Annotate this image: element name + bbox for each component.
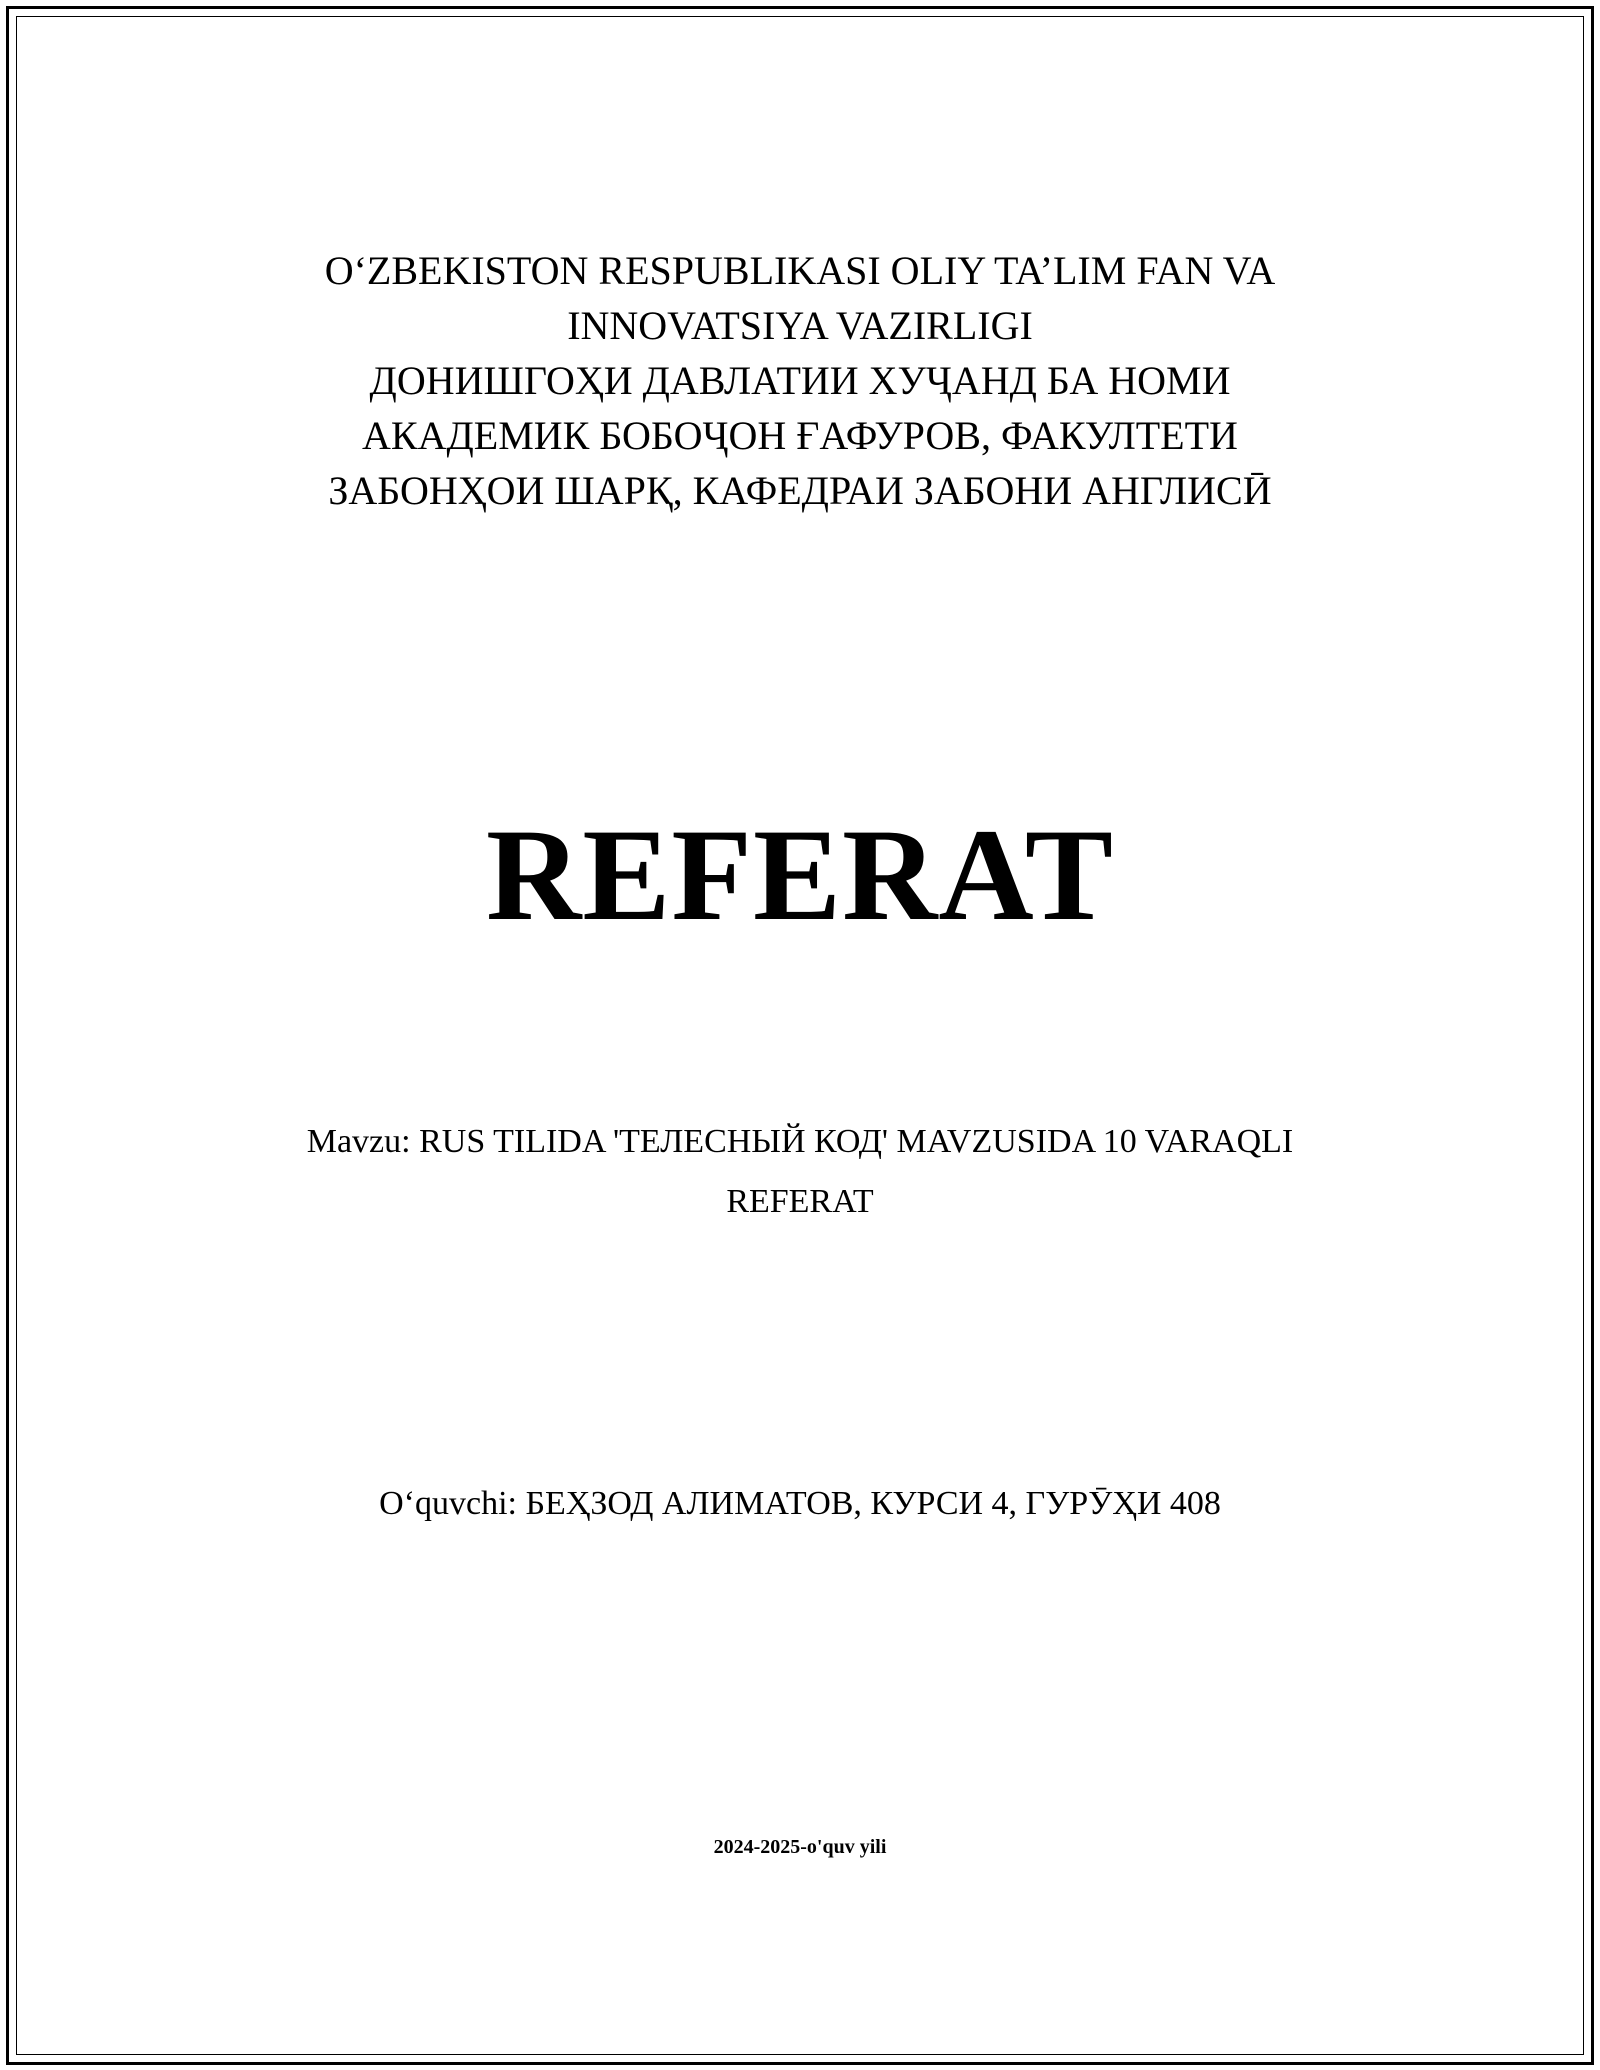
header-line: ДОНИШГОҲИ ДАВЛАТИИ ХУҶАНД БА НОМИ <box>369 358 1231 403</box>
institution-header <box>0 243 1600 518</box>
academic-year: 2024-2025-o'quv yili <box>713 1836 887 1858</box>
topic-section <box>0 1112 1600 1232</box>
topic-line: REFERAT <box>726 1183 874 1220</box>
header-line: АКАДЕМИК БОБОҶОН ҒАФУРОВ, ФАКУЛТЕТИ <box>362 413 1238 458</box>
header-line: O‘ZBEKISTON RESPUBLIKASI OLIY TA’LIM FAN VA <box>324 248 1276 293</box>
student-info: O‘quvchi: БЕҲЗОД АЛИМАТОВ, КУРСИ 4, ГУРӮҲИ 408 <box>379 1485 1221 1522</box>
topic-line: Mavzu: RUS TILIDA 'ТЕЛЕСНЫЙ КОД' MAVZUSIDA 10 VARAQLI <box>306 1123 1294 1160</box>
document-title: REFERAT <box>486 801 1114 948</box>
header-line: INNOVATSIYA VAZIRLIGI <box>567 303 1033 348</box>
header-line: ЗАБОНҲОИ ШАРҚ, КАФЕДРАИ ЗАБОНИ АНГЛИСӢ <box>328 468 1272 513</box>
